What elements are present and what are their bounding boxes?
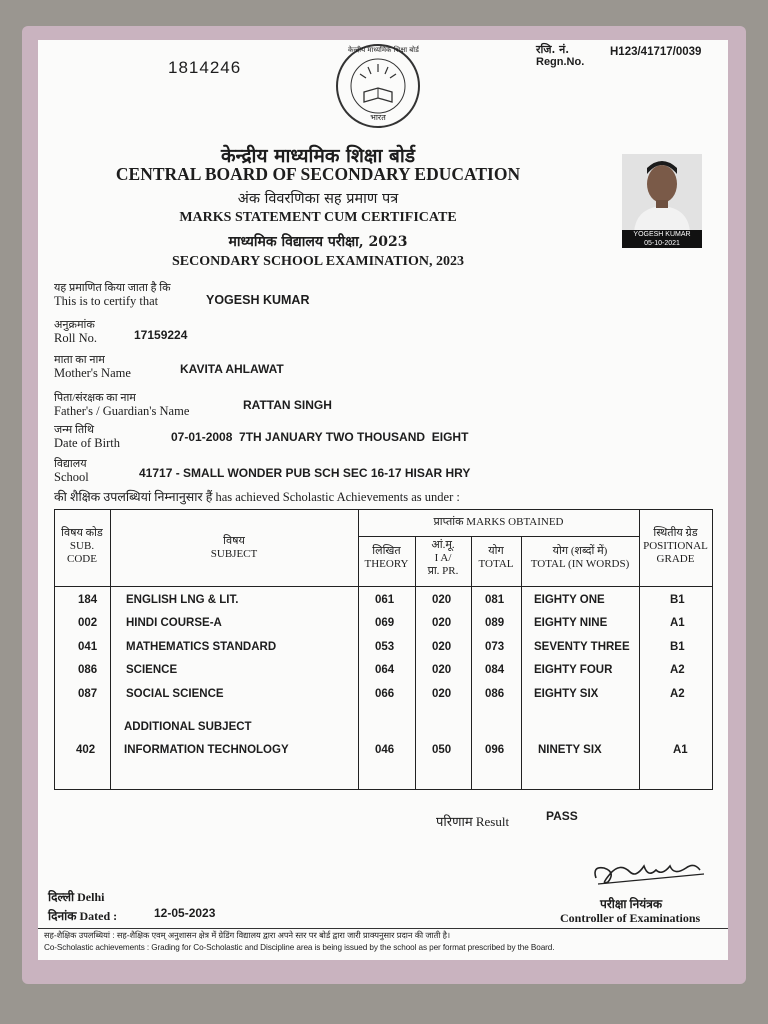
controller-signature [590, 852, 710, 892]
issue-date: 12-05-2023 [154, 906, 216, 920]
dob-hindi: जन्म तिथि [54, 424, 94, 436]
controller-title: Controller of Examinations [560, 911, 701, 925]
dated-label: Dated : [79, 909, 118, 923]
controller-hindi: परीक्षा नियंत्रक [600, 897, 663, 911]
header-theory: THEORY [364, 558, 409, 570]
roll-number: 17159224 [134, 328, 188, 342]
mother-label: Mother's Name [54, 366, 131, 380]
certify-label: This is to certify that [54, 294, 159, 308]
roll-hindi: अनुक्रमांक [54, 319, 95, 331]
certificate-title: MARKS STATEMENT CUM CERTIFICATE [179, 210, 457, 225]
dated-hindi: दिनांक [48, 909, 77, 923]
header-marks-obtained: प्राप्तांक MARKS OBTAINED [433, 516, 564, 528]
co-scholastic-note-hindi: सह-शैक्षिक उपलब्धियां : सह-शैक्षिक एवम् अनुशासन क्षेत्र में ग्रेडिंग विद्यालय द्वारा अपने स्तर पर बोर्ड द्वारा जारी प्राक्पनुसार प्रदान की जाती है। [44, 931, 451, 940]
regn-hindi: रजि. नं. [536, 43, 570, 56]
achieved-hindi: की शैक्षिक उपलब्धियां निम्नानुसार हैं [54, 490, 213, 504]
certify-hindi: यह प्रमाणित किया जाता है कि [54, 282, 171, 294]
achieved-english: has achieved Scholastic Achievements as under : [215, 490, 460, 504]
roll-label: Roll No. [54, 331, 98, 345]
exam-title-hindi: माध्यमिक विद्यालय परीक्षा, 2023 [228, 234, 408, 250]
marks-table: विषय कोड SUB. CODE विषय SUBJECT प्राप्तांक MARKS OBTAINED लिखित THEORY आं.मू. I A/ प्रा. PR. योग TOTAL योग (शब्दों में) TOTAL (IN WORDS) स्थितीय ग्रेड POSITIONAL GRADE 184 ENGLISH LNG & LIT. 061 020 081 EIGHTY ONE B1 002 HINDI COURSE-A 069 020 089 EIGHTY NINE A1 041 MATHEMATICS STANDARD 053 020 073 SEVENTY THREE B1 086 SCIENCE 064 020 084 EIGHTY FOUR A2 087 SOCIAL SCIENCE 066 020 086 EIGHTY SIX A2 ADDITIONAL SUBJECT 402 INFORMATION TECHNOLOGY 046 050 096 NINETY SIX A1 [54, 509, 713, 790]
header-subject-hindi: विषय [223, 535, 245, 547]
co-scholastic-note: Co-Scholastic achievements : Grading for Co-Scholastic and Discipline area is being issued by the school as per format prescribed by the Board. [44, 943, 555, 952]
place: Delhi [77, 890, 105, 904]
student-photo: YOGESH KUMAR 05-10-2021 [622, 154, 702, 248]
certificate-sheet [38, 40, 728, 960]
regn-label: Regn.No. [536, 56, 585, 68]
mother-name: KAVITA AHLAWAT [180, 362, 284, 376]
school-label: School [54, 470, 89, 484]
cbse-logo: केन्द्रीय माध्यमिक शिक्षा बोर्ड भारत [334, 42, 422, 130]
certificate-title-hindi: अंक विवरणिका सह प्रमाण पत्र [237, 191, 399, 207]
serial-number: 1814246 [168, 58, 242, 77]
header-total: TOTAL [478, 558, 514, 570]
school-hindi: विद्यालय [54, 458, 87, 470]
header-total-words: TOTAL (IN WORDS) [530, 558, 630, 570]
header-subject: SUBJECT [210, 548, 258, 560]
student-name: YOGESH KUMAR [206, 293, 310, 307]
board-name-hindi: केन्द्रीय माध्यमिक शिक्षा बोर्ड [221, 145, 415, 167]
header-grade: POSITIONAL [643, 540, 708, 552]
father-label: Father's / Guardian's Name [54, 404, 190, 418]
dob-label: Date of Birth [54, 436, 120, 450]
result-hindi: परिणाम [436, 814, 473, 829]
header-ia: I A/ [434, 552, 452, 564]
result-value: PASS [546, 809, 578, 823]
date-of-birth: 07-01-2008 7TH JANUARY TWO THOUSAND EIGHT [171, 430, 469, 444]
header-code-hindi: विषय कोड [61, 527, 103, 539]
exam-title: SECONDARY SCHOOL EXAMINATION, 2023 [172, 254, 464, 269]
additional-subject-label: ADDITIONAL SUBJECT [124, 721, 252, 733]
mother-hindi: माता का नाम [54, 354, 105, 366]
place-hindi: दिल्ली [48, 890, 75, 904]
father-name: RATTAN SINGH [243, 398, 332, 412]
school-name: 41717 - SMALL WONDER PUB SCH SEC 16-17 HISAR HRY [139, 466, 471, 480]
result-label: Result [475, 814, 510, 829]
regn-number: H123/41717/0039 [610, 46, 702, 58]
father-hindi: पिता/संरक्षक का नाम [54, 392, 136, 404]
header-code: SUB. [69, 540, 95, 552]
board-name: CENTRAL BOARD OF SECONDARY EDUCATION [115, 164, 521, 184]
